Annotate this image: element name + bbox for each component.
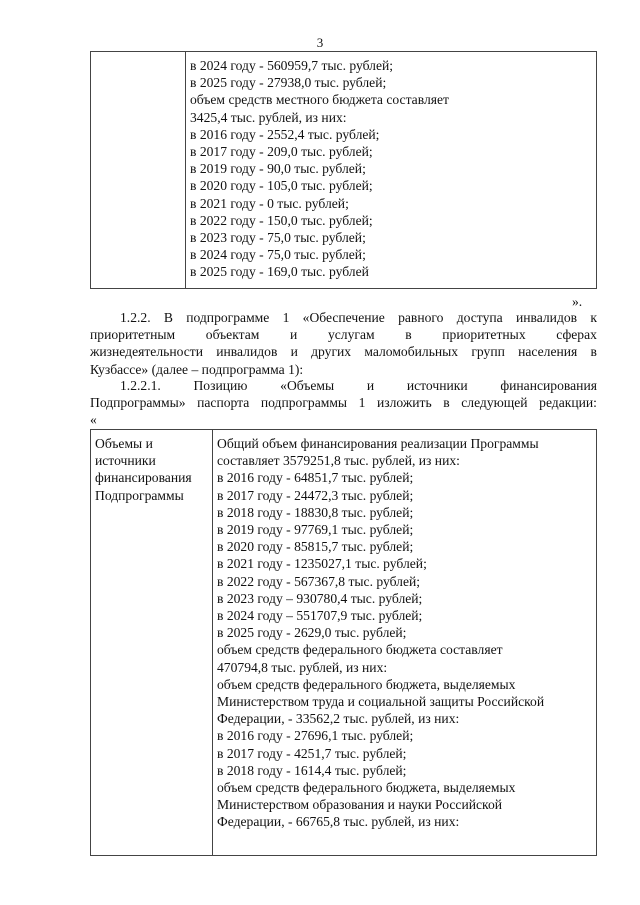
word: Позицию [193,378,248,393]
para1-line-1 [90,326,597,343]
word: других [311,344,352,360]
table2-line: составляет 3579251,8 тыс. рублей, из них: [217,453,460,469]
word: следующей [461,395,528,411]
word: 1.2.2. [120,310,151,325]
table2-line: в 2024 году – 551707,9 тыс. рублей; [217,608,423,624]
word: и [290,344,298,360]
table1-line: в 2025 году - 169,0 тыс. рублей [190,264,369,280]
table2-left-text [91,430,212,504]
word: инвалидов [216,344,278,360]
para1-line-2 [90,343,597,360]
word: В [163,310,173,325]
word: «Объемы [280,378,335,393]
opening-quote: « [90,412,97,427]
para1-line-0 [90,309,597,326]
table2-line: в 2018 году - 18830,8 тыс. рублей; [217,504,414,520]
table2-left-line: Объемы и [95,436,153,451]
funding-sources-table [90,429,597,856]
para2-line-1 [90,394,597,411]
table2-left-line: финансирования [95,470,192,486]
word: равного [398,310,444,325]
table2-line: в 2019 году - 97769,1 тыс. рублей; [217,522,414,538]
table2-line: 470794,8 тыс. рублей, из них: [217,659,388,675]
table1-line: в 2016 году - 2552,4 тыс. рублей; [190,126,380,142]
word: 1 [358,395,366,411]
table2-line: Министерством труда и социальной защиты Российской [217,694,545,710]
table2-left-cell [91,430,213,855]
table2-line: Общий объем финансирования реализации Программы [217,436,539,451]
funding-table-continued [90,51,597,289]
word: подпрограммы [260,395,348,411]
table1-line: в 2019 году - 90,0 тыс. рублей; [190,161,366,177]
table1-line: в 2020 году - 105,0 тыс. рублей; [190,178,373,194]
word: «Обеспечение [302,310,385,325]
table2-left-line: Подпрограммы [95,487,184,503]
table2-line: в 2018 году - 1614,4 тыс. рублей; [217,762,407,778]
word: жизнедеятельности [90,344,203,360]
table1-line: в 2017 году - 209,0 тыс. рублей; [190,144,373,160]
table2-line: в 2021 году - 1235027,1 тыс. рублей; [217,556,427,572]
table1-line: в 2023 году - 75,0 тыс. рублей; [190,230,366,246]
word: источники [406,378,468,393]
table2-line: в 2025 году - 2629,0 тыс. рублей; [217,625,407,641]
word: в [590,344,597,360]
table2-line: объем средств федерального бюджета, выделяемых [217,780,516,796]
word: Подпрограммы» [90,395,186,411]
table1-line: объем средств местного бюджета составляет [190,92,449,108]
paragraph-1-2-2-1 [90,377,597,411]
table2-left-line: источники [95,453,156,469]
word: редакции: [539,395,597,411]
word: приоритетных [442,327,526,343]
table2-line: в 2017 году - 4251,7 тыс. рублей; [217,745,407,761]
word: и [290,327,298,343]
table1-left-cell [91,52,186,288]
word: 1.2.2.1. [120,378,161,393]
table1-left-text [91,52,185,57]
table1-line: в 2022 году - 150,0 тыс. рублей; [190,212,373,228]
table2-line: в 2016 году - 64851,7 тыс. рублей; [217,470,414,486]
word: в [405,327,412,343]
word: подпрограмме [186,310,270,325]
word: инвалидов [515,310,578,325]
word: финансирования [500,378,597,393]
table2-line: в 2017 году - 24472,3 тыс. рублей; [217,487,414,503]
word: к [590,310,597,325]
word: объектам [205,327,260,343]
table2-right-text [213,430,596,831]
word: паспорта [197,395,250,411]
table2-line: объем средств федерального бюджета составляет [217,642,503,658]
word: сферах [556,327,597,343]
word: услугам [327,327,375,343]
table2-line: объем средств федерального бюджета, выделяемых [217,676,516,692]
table2-right-cell [213,430,596,855]
word: 1 [282,310,290,325]
table2-line: в 2016 году - 27696,1 тыс. рублей; [217,728,414,744]
table2-line: Федерации, - 66765,8 тыс. рублей, из них: [217,814,460,830]
table1-line: в 2025 году - 27938,0 тыс. рублей; [190,75,387,91]
word: и [366,378,375,393]
table2-line: в 2020 году - 85815,7 тыс. рублей; [217,539,414,555]
paragraph-1-2-2 [90,309,597,378]
table1-right-text [186,52,596,281]
table1-line: в 2024 году - 75,0 тыс. рублей; [190,247,366,263]
word: в [443,395,450,411]
word: изложить [377,395,432,411]
word: групп [471,344,505,360]
word: приоритетным [90,327,176,343]
table1-right-cell [186,52,596,288]
closing-quote: ». [572,294,583,309]
table2-line: в 2022 году - 567367,8 тыс. рублей; [217,573,421,589]
word: доступа [456,310,503,325]
table1-line: в 2021 году - 0 тыс. рублей; [190,195,349,211]
table1-line: в 2024 году - 560959,7 тыс. рублей; [190,58,394,73]
table2-line: Федерации, - 33562,2 тыс. рублей, из них: [217,711,460,727]
para2-line-0 [90,377,597,394]
table2-line: Министерством образования и науки Российской [217,797,503,813]
para1-last-line: Кузбассе» (далее – подпрограмма 1): [90,361,304,377]
word: маломобильных [364,344,459,360]
table2-line: в 2023 году – 930780,4 тыс. рублей; [217,590,423,606]
word: населения [518,344,578,360]
table1-line: 3425,4 тыс. рублей, из них: [190,109,347,125]
page-number: 3 [316,35,324,50]
